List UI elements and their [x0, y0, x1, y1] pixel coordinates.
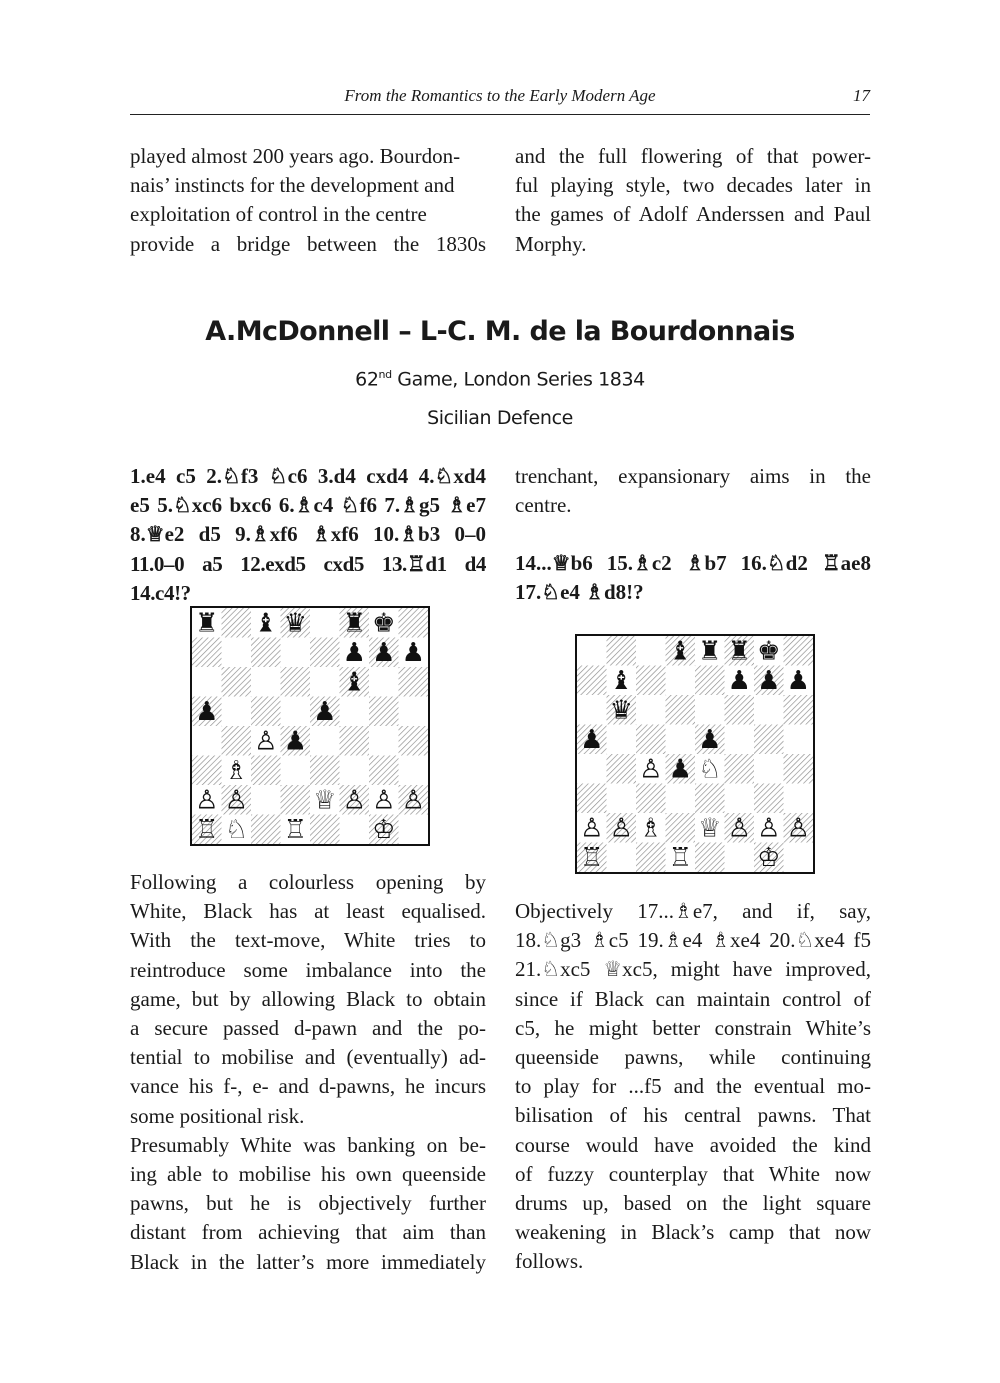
page-number: 17: [853, 86, 870, 105]
square-d3: [666, 784, 696, 814]
white-knight-icon: ♘: [224, 815, 248, 844]
white-pawn-icon: ♙: [195, 785, 219, 816]
running-title: From the Romantics to the Early Modern Age: [344, 86, 656, 105]
black-king-icon: ♚: [372, 608, 396, 639]
white-pawn-icon: ♙: [639, 754, 663, 785]
text-line: weakening in Black’s camp that now: [515, 1220, 871, 1245]
square-f6: [725, 695, 755, 725]
square-e4: [310, 726, 340, 756]
black-king-icon: ♚: [757, 636, 781, 667]
white-pawn-icon: ♙: [342, 785, 366, 816]
black-bishop-icon: ♝: [342, 667, 366, 698]
white-bishop-icon: ♗: [639, 813, 663, 844]
white-king-icon: ♔: [372, 815, 396, 844]
black-pawn-icon: ♟: [786, 666, 810, 697]
square-a7: [192, 638, 222, 668]
text-line: and the full flowering of that power-: [515, 144, 871, 168]
square-e6: [310, 667, 340, 697]
game-event: [0, 368, 1000, 390]
square-d7: [666, 666, 696, 696]
black-pawn-icon: ♟: [727, 666, 751, 697]
commentary-left: [130, 868, 486, 1277]
square-d5: [281, 697, 311, 727]
chess-board-svg: [577, 636, 813, 872]
square-c3: [636, 784, 666, 814]
square-a6: [577, 695, 607, 725]
text-line: game, but by allowing Black to obtain: [130, 986, 486, 1011]
square-d7: [281, 638, 311, 668]
square-h4: [399, 726, 429, 756]
square-b5: [607, 725, 637, 755]
black-queen-icon: ♛: [283, 608, 307, 639]
black-bishop-icon: ♝: [254, 608, 278, 639]
square-c1: [251, 815, 281, 845]
square-e7: [310, 638, 340, 668]
text-line: trenchant, expansionary aims in the: [515, 464, 871, 488]
white-pawn-icon: ♙: [372, 785, 396, 816]
square-h5: [399, 697, 429, 727]
square-c1: [636, 843, 666, 873]
white-pawn-icon: ♙: [609, 813, 633, 844]
text-line: since if Black can maintain control of: [515, 986, 871, 1011]
black-pawn-icon: ♟: [372, 638, 396, 669]
event-text: Game, London Series 1834: [391, 368, 645, 391]
square-b8: [607, 636, 637, 666]
square-f4: [725, 754, 755, 784]
running-head: [130, 86, 870, 115]
square-c7: [251, 638, 281, 668]
white-queen-icon: ♕: [313, 785, 337, 816]
square-e7: [695, 666, 725, 696]
text-line: bilisation of his central pawns. That: [515, 1103, 871, 1128]
white-rook-icon: ♖: [668, 843, 692, 872]
white-bishop-icon: ♗: [224, 756, 248, 787]
event-number: 62: [355, 368, 379, 391]
square-d6: [666, 695, 696, 725]
commentary-right: [515, 897, 871, 1277]
square-a6: [192, 667, 222, 697]
square-e1: [695, 843, 725, 873]
square-d3: [281, 756, 311, 786]
opening-name: Sicilian Defence: [427, 407, 573, 429]
black-bishop-icon: ♝: [609, 666, 633, 697]
text-line: Following a colourless opening by: [130, 870, 486, 894]
square-d6: [281, 667, 311, 697]
square-f5: [725, 725, 755, 755]
square-h8: [399, 608, 429, 638]
text-line: Black in the latter’s more immediately: [130, 1249, 486, 1274]
square-b4: [222, 726, 252, 756]
text-line: queenside pawns, while continuing: [515, 1045, 871, 1070]
square-b5: [222, 697, 252, 727]
square-c5: [636, 725, 666, 755]
square-h1: [399, 815, 429, 845]
black-pawn-icon: ♟: [580, 725, 604, 756]
square-b6: [222, 667, 252, 697]
square-g5: [754, 725, 784, 755]
square-g4: [754, 754, 784, 784]
intro-left-paragraph: [130, 142, 486, 259]
text-line: provide a bridge between the 1830s: [130, 231, 486, 256]
text-line: of fuzzy counterplay that White now: [515, 1161, 871, 1186]
square-c8: [636, 636, 666, 666]
square-d5: [666, 725, 696, 755]
game-title: A.McDonnell – L-C. M. de la Bourdonnais: [205, 316, 795, 347]
move-line: 17.♘e4 ♗d8!?: [515, 580, 644, 605]
square-d2: [281, 785, 311, 815]
white-knight-icon: ♘: [698, 754, 722, 785]
square-f1: [725, 843, 755, 873]
square-b8: [222, 608, 252, 638]
white-pawn-icon: ♙: [786, 813, 810, 844]
move-line: 11.0–0 a5 12.exd5 cxd5 13.♖d1 d4 14.c4!?: [130, 551, 486, 605]
square-b7: [222, 638, 252, 668]
square-h3: [399, 756, 429, 786]
text-line: some positional risk.: [130, 1103, 305, 1128]
square-d2: [666, 813, 696, 843]
text-line: 18.♘g3 ♗c5 19.♗e4 ♗xe4 20.♘xe4 f5: [515, 928, 871, 953]
square-g3: [369, 756, 399, 786]
black-rook-icon: ♜: [195, 608, 219, 639]
chess-diagram-1: [190, 606, 430, 846]
square-b4: [607, 754, 637, 784]
square-h3: [784, 784, 814, 814]
text-line: nais’ instincts for the development and: [130, 173, 455, 198]
square-f3: [340, 756, 370, 786]
white-pawn-icon: ♙: [580, 813, 604, 844]
black-pawn-icon: ♟: [283, 726, 307, 757]
moves-left: [130, 462, 486, 608]
black-pawn-icon: ♟: [698, 725, 722, 756]
black-bishop-icon: ♝: [668, 636, 692, 667]
square-c6: [636, 695, 666, 725]
square-c7: [636, 666, 666, 696]
text-line: ing able to mobilise his own queenside: [130, 1162, 486, 1187]
text-line: tential to mobilise and (eventually) ad-: [130, 1045, 486, 1070]
square-c3: [251, 756, 281, 786]
square-a3: [192, 756, 222, 786]
black-queen-icon: ♛: [609, 695, 633, 726]
white-rook-icon: ♖: [195, 815, 219, 844]
square-h4: [784, 754, 814, 784]
chess-board-svg: [192, 608, 428, 844]
square-h1: [784, 843, 814, 873]
white-pawn-icon: ♙: [224, 785, 248, 816]
square-e1: [310, 815, 340, 845]
text-line: White, Black has at least equalised.: [130, 899, 486, 924]
text-line: centre.: [515, 493, 572, 518]
white-pawn-icon: ♙: [401, 785, 425, 816]
white-pawn-icon: ♙: [727, 813, 751, 844]
square-a8: [577, 636, 607, 666]
move-line: 1.e4 c5 2.♘f3 ♘c6 3.d4 cxd4 4.♘xd4: [130, 464, 486, 488]
text-line: to play for ...f5 and the eventual mo-: [515, 1074, 871, 1099]
moves-right: [515, 549, 871, 607]
black-pawn-icon: ♟: [401, 638, 425, 669]
move-line: 8.♕e2 d5 9.♗xf6 ♗xf6 10.♗b3 0–0: [130, 522, 486, 547]
black-pawn-icon: ♟: [757, 666, 781, 697]
move-line: e5 5.♘xc6 bxc6 6.♗c4 ♘f6 7.♗g5 ♗e7: [130, 493, 486, 518]
square-f5: [340, 697, 370, 727]
square-e8: [310, 608, 340, 638]
black-pawn-icon: ♟: [668, 754, 692, 785]
text-line: Morphy.: [515, 231, 587, 256]
text-line: a secure passed d-pawn and the po-: [130, 1016, 486, 1041]
square-a4: [577, 754, 607, 784]
square-f4: [340, 726, 370, 756]
text-line: follows.: [515, 1249, 584, 1274]
text-line: drums up, based on the light square: [515, 1191, 871, 1216]
text-line: Presumably White was banking on be-: [130, 1132, 486, 1157]
white-pawn-icon: ♙: [757, 813, 781, 844]
square-h5: [784, 725, 814, 755]
square-g6: [754, 695, 784, 725]
text-line: ful playing style, two decades later in: [515, 173, 871, 198]
square-a7: [577, 666, 607, 696]
white-queen-icon: ♕: [698, 813, 722, 844]
white-king-icon: ♔: [757, 843, 781, 872]
square-c6: [251, 667, 281, 697]
square-h8: [784, 636, 814, 666]
square-a4: [192, 726, 222, 756]
text-line: exploitation of control in the centre: [130, 202, 427, 227]
intro-right-paragraph: [515, 142, 871, 259]
white-rook-icon: ♖: [283, 815, 307, 844]
square-f1: [340, 815, 370, 845]
text-line: c5, he might better constrain White’s: [515, 1015, 871, 1040]
square-a3: [577, 784, 607, 814]
event-ordinal: nd: [378, 368, 392, 381]
square-b3: [607, 784, 637, 814]
square-c2: [251, 785, 281, 815]
black-pawn-icon: ♟: [342, 638, 366, 669]
text-line: pawns, but he is objectively further: [130, 1191, 486, 1216]
move-line: 14...♕b6 15.♗c2 ♗b7 16.♘d2 ♖ae8: [515, 551, 871, 575]
text-line: Objectively 17...♗e7, and if, say,: [515, 899, 871, 923]
square-h6: [399, 667, 429, 697]
square-f3: [725, 784, 755, 814]
text-line: 21.♘xc5 ♕xc5, might have improved,: [515, 957, 871, 982]
square-e3: [695, 784, 725, 814]
text-line: vance his f-, e- and d-pawns, he incurs: [130, 1074, 486, 1099]
square-g4: [369, 726, 399, 756]
square-g6: [369, 667, 399, 697]
black-rook-icon: ♜: [342, 608, 366, 639]
right-continuation: [515, 462, 871, 520]
text-line: reintroduce some imbalance into the: [130, 957, 486, 982]
black-pawn-icon: ♟: [313, 697, 337, 728]
text-line: the games of Adolf Anderssen and Paul: [515, 202, 871, 227]
square-b1: [607, 843, 637, 873]
square-g5: [369, 697, 399, 727]
text-line: played almost 200 years ago. Bourdon-: [130, 144, 461, 168]
square-e3: [310, 756, 340, 786]
text-line: course would have avoided the kind: [515, 1132, 871, 1157]
text-line: distant from achieving that aim than: [130, 1220, 486, 1245]
square-e6: [695, 695, 725, 725]
black-rook-icon: ♜: [698, 636, 722, 667]
black-pawn-icon: ♟: [195, 697, 219, 728]
square-c5: [251, 697, 281, 727]
text-line: With the text-move, White tries to: [130, 928, 486, 953]
white-rook-icon: ♖: [580, 843, 604, 872]
square-h6: [784, 695, 814, 725]
white-pawn-icon: ♙: [254, 726, 278, 757]
square-g3: [754, 784, 784, 814]
chess-diagram-2: [575, 634, 815, 874]
black-rook-icon: ♜: [727, 636, 751, 667]
